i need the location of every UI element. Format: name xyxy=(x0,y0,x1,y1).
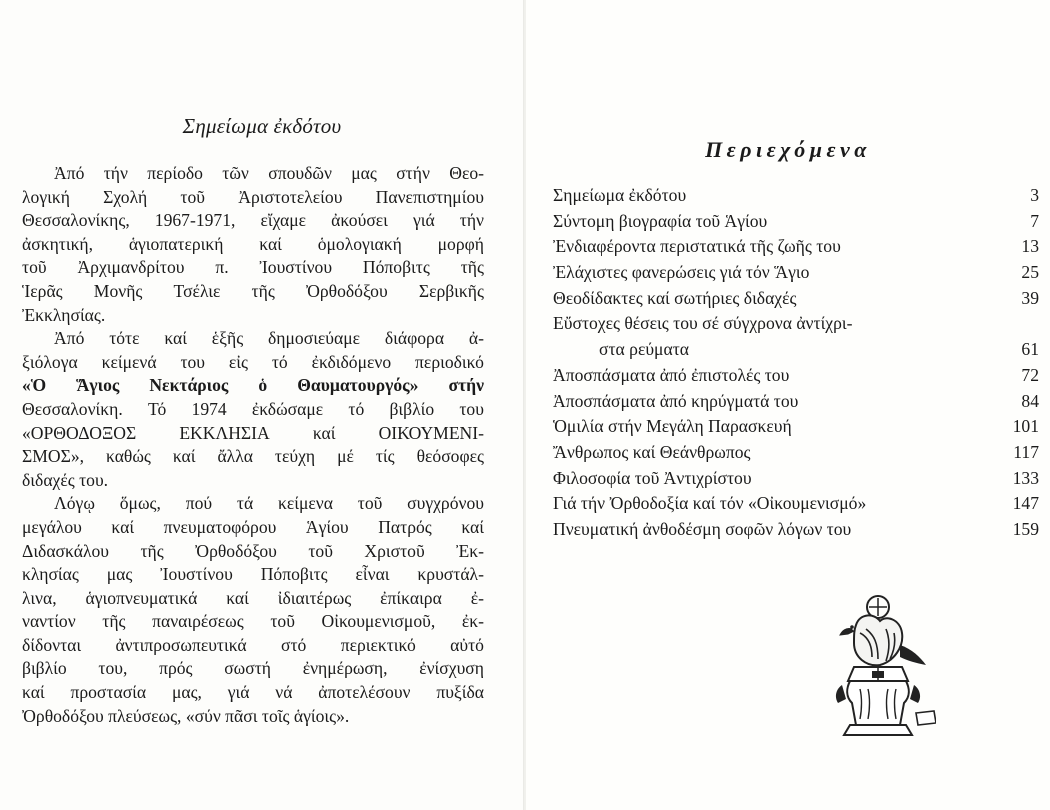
left-page xyxy=(0,0,524,810)
toc-entry-title: Ἀποσπάσματα ἀπό κηρύγματά του xyxy=(553,390,799,411)
toc-entry-title: Σημείωμα ἐκδότου xyxy=(553,185,687,205)
toc-page-number: 117 xyxy=(1013,441,1039,462)
toc-entry xyxy=(553,414,1039,440)
toc-entry-title: Εὔστοχες θέσεις του σέ σύγχρονα ἀντίχρι- xyxy=(553,313,853,334)
toc-page-number: 61 xyxy=(1021,339,1039,360)
toc-page-number: 25 xyxy=(1021,262,1039,283)
toc-entry xyxy=(553,517,1039,543)
toc-entry-title: Ἐνδιαφέροντα περιστατικά τῆς ζωῆς του xyxy=(553,236,841,257)
text-line: λογική Σχολή τοῦ Ἀριστοτελείου Πανεπιστημίου xyxy=(22,186,484,207)
toc-entry xyxy=(553,234,1039,260)
toc-entry xyxy=(553,491,1039,517)
text-line: Ἱερᾶς Μονῆς Τσέλιε τῆς Ὀρθοδόξου Σερβικῆς xyxy=(22,280,484,301)
toc-page-number: 72 xyxy=(1021,364,1039,385)
text-line: «Ὁ Ἅγιος Νεκτάριος ὁ Θαυματουργός» στήν xyxy=(22,375,484,396)
toc-entry-title: Θεοδίδακτες καί σωτήριες διδαχές xyxy=(553,287,797,308)
toc-page-number xyxy=(1005,311,1039,337)
text-line: «ΟΡΘΟΔΟΞΟΣ ΕΚΚΛΗΣΙΑ καί ΟΙΚΟΥΜΕΝΙ- xyxy=(22,422,484,443)
text-line: ΣΜΟΣ», καθώς καί ἄλλα τεύχη μέ τίς θεόσοφες xyxy=(22,446,484,467)
toc-page-number: 147 xyxy=(1012,493,1039,514)
text-line: μεγάλου καί πνευματοφόρου Ἁγίου Πατρός καί xyxy=(22,516,484,537)
toc-page-number: 7 xyxy=(1030,210,1039,231)
toc-entry-title: στα ρεύματα xyxy=(599,339,689,360)
toc-entry xyxy=(553,440,1039,466)
toc-page-number: 3 xyxy=(1030,185,1039,205)
text-line: τοῦ Ἀρχιμανδρίτου π. Ἰουστίνου Πόποβιτς τῆς xyxy=(22,257,484,278)
toc-entry xyxy=(553,286,1039,312)
toc-entry-title: Σύντομη βιογραφία τοῦ Ἁγίου xyxy=(553,210,768,231)
toc-entry-title: Φιλοσοφία τοῦ Ἀντιχρίστου xyxy=(553,467,752,488)
text-line: Θεσσαλονίκης, 1967-1971, εἴχαμε ἀκούσει γιά τήν xyxy=(22,210,484,231)
toc-entry xyxy=(553,389,1039,415)
toc-entry xyxy=(553,311,1039,337)
table-of-contents xyxy=(553,183,1039,543)
toc-page-number: 84 xyxy=(1021,390,1039,411)
text-line: ἀσκητική, ἁγιοπατερική καί ὁμολογιακή μορφή xyxy=(22,233,484,254)
eagle-on-lectern-emblem-icon xyxy=(816,585,936,740)
toc-entry-title: Πνευματική ἀνθοδέσμη σοφῶν λόγων του xyxy=(553,518,852,539)
text-line: Ὀρθοδόξου πλεύσεως, «σύν πᾶσι τοῖς ἁγίοις». xyxy=(22,705,350,726)
text-line: λινα, ἁγιοπνευματικά καί ἰδιαιτέρως ἐπίκαιρα ἐ- xyxy=(22,587,484,608)
toc-page-number: 101 xyxy=(1012,416,1039,437)
toc-entry xyxy=(553,466,1039,492)
toc-entry-title: Ἄνθρωπος καί Θεάνθρωπος xyxy=(553,441,751,462)
text-line: διδαχές του. xyxy=(22,469,109,490)
text-line: Ἐκκλησίας. xyxy=(22,304,106,325)
text-line: ναντίον τῆς παναιρέσεως τοῦ Οἰκουμενισμοῦ, ἐκ- xyxy=(22,611,484,632)
toc-entry-title: Ἀποσπάσματα ἀπό ἐπιστολές του xyxy=(553,364,790,385)
toc-entry xyxy=(553,209,1039,235)
text-line: Διδασκάλου τῆς Ὀρθοδόξου τοῦ Χριστοῦ Ἐκ- xyxy=(22,540,484,561)
toc-page-number: 159 xyxy=(1012,518,1039,539)
toc-page-number: 133 xyxy=(1012,467,1039,488)
page-title-editor-note: Σημείωμα ἐκδότου xyxy=(182,114,342,138)
text-line: δίδονται ἀντιπροσωπευτικά στό περιεκτικό αὐτό xyxy=(22,634,484,655)
text-line: Λόγῳ ὅμως, πού τά κείμενα τοῦ συγχρόνου xyxy=(54,493,484,514)
text-line: ξιόλογα κείμενά του εἰς τό ἐκδιδόμενο περιοδικό xyxy=(22,351,484,372)
toc-entry xyxy=(553,363,1039,389)
toc-entry xyxy=(553,183,1039,209)
text-line: Ἀπό τήν περίοδο τῶν σπουδῶν μας στήν Θεο- xyxy=(54,163,484,183)
toc-entry-title: Ὁμιλία στήν Μεγάλη Παρασκευή xyxy=(553,416,792,437)
right-page xyxy=(526,0,1050,810)
text-line: Ἀπό τότε καί ἑξῆς δημοσιεύαμε διάφορα ἀ- xyxy=(54,328,484,349)
toc-entry xyxy=(553,260,1039,286)
toc-entry-title: Γιά τήν Ὀρθοδοξία καί τόν «Οἰκουμενισμό» xyxy=(553,493,867,514)
toc-entry-title: Ἐλάχιστες φανερώσεις γιά τόν Ἅγιο xyxy=(553,262,810,283)
text-line: κλησίας μας Ἰουστίνου Πόποβιτς εἶναι κρυστάλ- xyxy=(22,564,484,585)
text-line: Θεσσαλονίκη. Τό 1974 ἐκδώσαμε τό βιβλίο του xyxy=(22,398,484,419)
text-line: βιβλίο του, πρός σωστή ἐνημέρωση, ἐνίσχυση xyxy=(22,658,484,679)
page-title-contents: Περιεχόμενα xyxy=(705,137,871,162)
text-line: καί προστασία μας, γιά νά ἀποτελέσουν πυξίδα xyxy=(22,682,484,703)
toc-page-number: 39 xyxy=(1021,287,1039,308)
editor-note-body xyxy=(22,162,484,728)
toc-entry xyxy=(553,337,1039,363)
toc-page-number: 13 xyxy=(1021,236,1039,257)
